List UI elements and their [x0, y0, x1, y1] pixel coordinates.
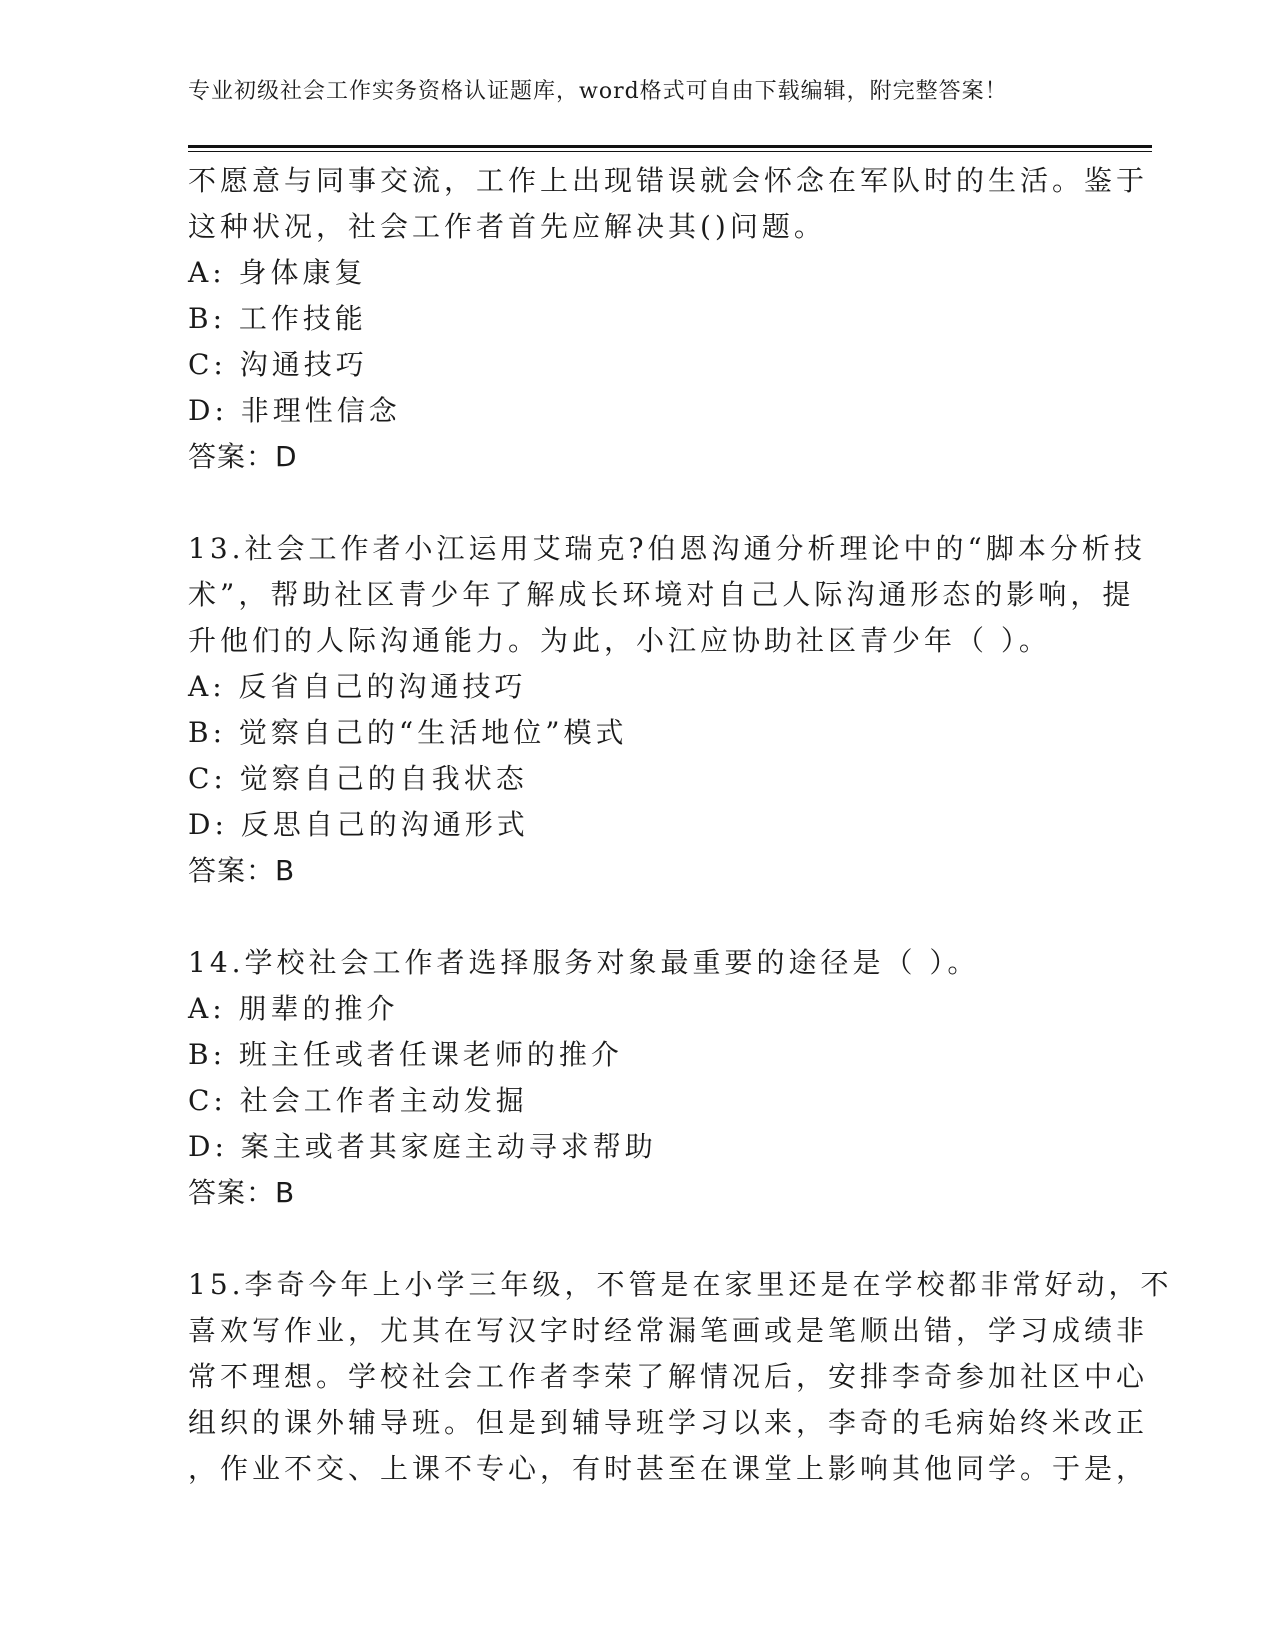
header-rule-thick: [188, 145, 1152, 148]
option-b: B: 觉察自己的“生活地位”模式: [188, 716, 628, 749]
stem-line: 不愿意与同事交流，工作上出现错误就会怀念在军队时的生活。鉴于: [188, 164, 1149, 197]
stem-line: 常不理想。学校社会工作者李荣了解情况后，安排李奇参加社区中心: [188, 1360, 1149, 1393]
question-stem: [188, 1262, 1173, 1492]
question-content: [188, 158, 1173, 1492]
question-12-block: [188, 158, 1149, 480]
header-title: 专业初级社会工作实务资格认证题库，word格式可自由下载编辑，附完整答案！: [188, 79, 1008, 104]
question-14-block: [188, 940, 1078, 1216]
stem-line: 15.李奇今年上小学三年级，不管是在家里还是在学校都非常好动，不: [188, 1268, 1173, 1301]
option-a: A: 身体康复: [188, 256, 367, 289]
option-a: A: 反省自己的沟通技巧: [188, 670, 527, 703]
stem-line: ，作业不交、上课不专心，有时甚至在课堂上影响其他同学。于是，: [188, 1452, 1149, 1485]
question-stem: [188, 940, 1078, 986]
answer-line: 答案：D: [188, 440, 298, 473]
option-b: B: 工作技能: [188, 302, 367, 335]
option-c: C: 觉察自己的自我状态: [188, 762, 528, 795]
option-c: C: 沟通技巧: [188, 348, 368, 381]
stem-line: 升他们的人际沟通能力。为此，小江应协助社区青少年（ ）。: [188, 624, 1051, 657]
option-c: C: 社会工作者主动发掘: [188, 1084, 528, 1117]
stem-line: 13.社会工作者小江运用艾瑞克?伯恩沟通分析理论中的“脚本分析技: [188, 532, 1146, 565]
option-b: B: 班主任或者任课老师的推介: [188, 1038, 623, 1071]
stem-line: 术”，帮助社区青少年了解成长环境对自己人际沟通形态的影响，提: [188, 578, 1135, 611]
spacer: [188, 480, 1078, 526]
stem-line: 这种状况，社会工作者首先应解决其()问题。: [188, 210, 826, 243]
stem-line: 14.学校社会工作者选择服务对象最重要的途径是（ ）。: [188, 946, 980, 979]
option-d: D: 案主或者其家庭主动寻求帮助: [188, 1130, 657, 1163]
stem-line: 组织的课外辅导班。但是到辅导班学习以来，李奇的毛病始终米改正: [188, 1406, 1149, 1439]
answer-line: 答案：B: [188, 854, 296, 887]
spacer: [188, 1216, 1078, 1262]
spacer: [188, 894, 1078, 940]
question-stem: [188, 158, 1149, 250]
option-d: D: 非理性信念: [188, 394, 401, 427]
question-15-block: [188, 1262, 1173, 1492]
option-d: D: 反思自己的沟通形式: [188, 808, 529, 841]
question-13-block: [188, 526, 1146, 894]
answer-line: 答案：B: [188, 1176, 296, 1209]
stem-line: 喜欢写作业，尤其在写汉字时经常漏笔画或是笔顺出错，学习成绩非: [188, 1314, 1149, 1347]
header-rule-thin: [188, 151, 1152, 152]
option-a: A: 朋辈的推介: [188, 992, 399, 1025]
question-stem: [188, 526, 1146, 664]
